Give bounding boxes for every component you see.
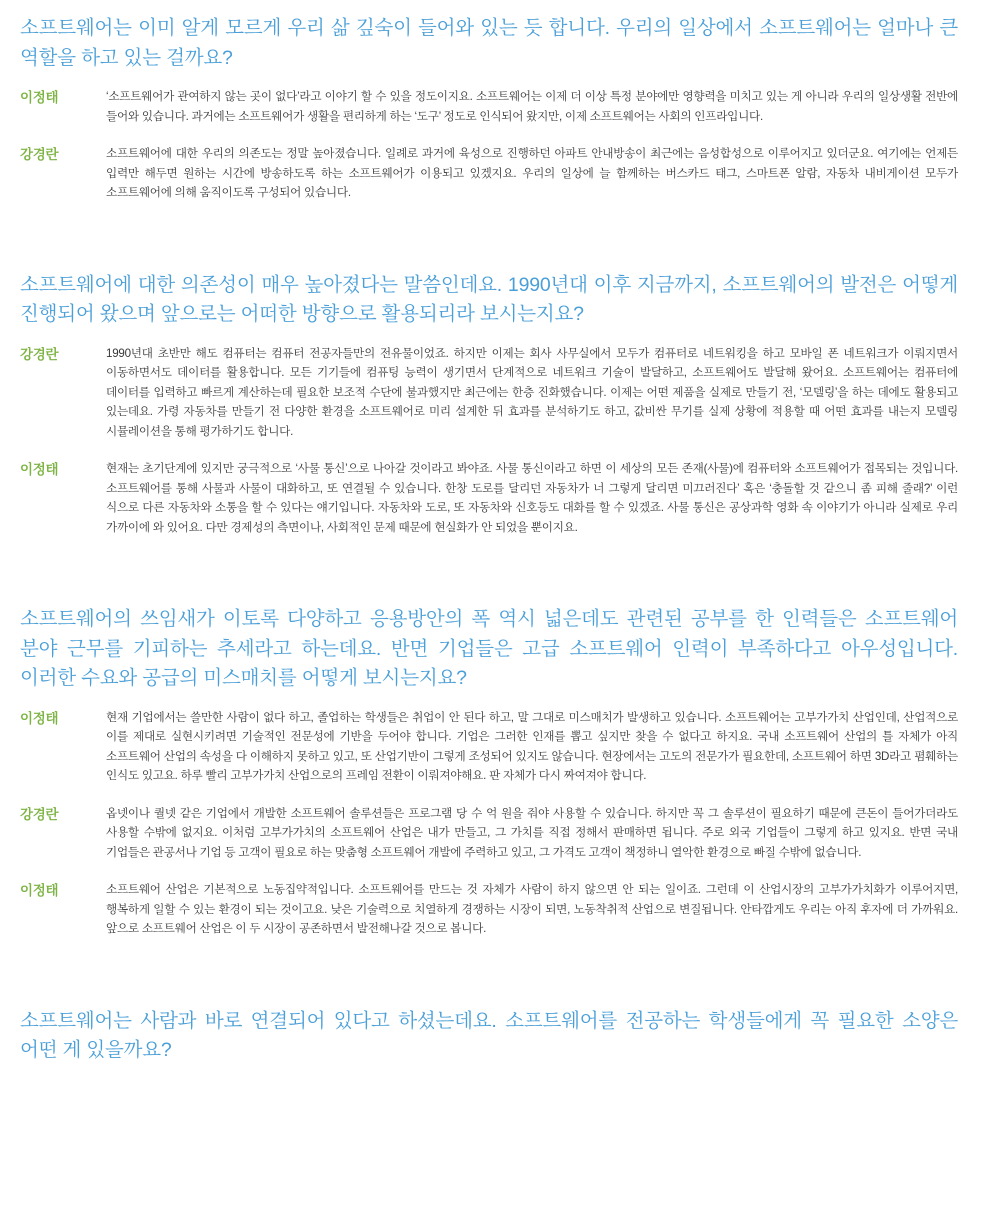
answer-row xyxy=(18,459,964,537)
answer-row xyxy=(18,708,964,786)
answer-text: 옵넷이나 퀄넷 같은 기업에서 개발한 소프트웨어 솔루션들은 프로그램 당 수 억 원을 줘야 사용할 수 있습니다. 하지만 꼭 그 솔루션이 필요하기 때문에 큰돈이 들어가더라도 사용할 수밖에 없지요. 이처럼 고부가가치의 소프트웨어 산업은 내가 만들고, 그 가치를 직접 정해서 판매하면 됩니다. 주로 외국 기업들이 그렇게 하고 있지요. 반면 국내 기업들은 관공서나 기업 등 고객이 필요로 하는 맞춤형 소프트웨어 개발에 주력하고 있고, 그 가격도 고객이 책정하니 열악한 환경으로 빠질 수밖에 없습니다. xyxy=(106,806,958,859)
section-question: 소프트웨어에 대한 의존성이 매우 높아졌다는 말씀인데요. 1990년대 이후 지금까지, 소프트웨어의 발전은 어떻게 진행되어 왔으며 앞으로는 어떠한 방향으로 활용되리라 보시는지요? xyxy=(20,273,958,326)
section-question: 소프트웨어의 쓰임새가 이토록 다양하고 응용방안의 폭 역시 넓은데도 관련된 공부를 한 인력들은 소프트웨어 분야 근무를 기피하는 추세라고 하는데요. 반면 기업들은 고급 소프트웨어 인력이 부족하다고 아우성입니다. 이러한 수요와 공급의 미스매치를 어떻게 보시는지요? xyxy=(20,608,958,690)
speaker-name: 이정태 xyxy=(20,710,59,726)
answer-text: 소프트웨어 산업은 기본적으로 노동집약적입니다. 소프트웨어를 만드는 것 자체가 사람이 하지 않으면 안 되는 일이죠. 그런데 이 산업시장의 고부가가치화가 이루어지면, 행복하게 일할 수 있는 환경이 되는 것이고요. 낮은 기술력으로 치열하게 경쟁하는 시장이 되면, 노동착취적 산업으로 변질됩니다. 안타깝게도 우리는 아직 후자에 더 가까워요. 앞으로 소프트웨어 산업은 이 두 시장이 공존하면서 발전해나갈 것으로 봅니다. xyxy=(106,883,958,936)
section-divider xyxy=(18,555,964,575)
answer-row xyxy=(18,344,964,441)
section-divider xyxy=(18,221,964,241)
speaker-name: 강경란 xyxy=(20,806,59,822)
answer-text: 현재 기업에서는 쓸만한 사람이 없다 하고, 졸업하는 학생들은 취업이 안 된다 하고, 말 그대로 미스매치가 발생하고 있습니다. 소프트웨어는 고부가가치 산업인데, 산업적으로 이를 제대로 실현시키려면 기술적인 전문성에 기반을 두어야 합니다. 기업은 그러한 인재를 뽑고 싶지만 찾을 수 없다고 하지요. 국내 소프트웨어 산업의 틀 자체가 아직 소프트웨어 산업의 속성을 다 이해하지 못하고 있고, 또 산업기반이 그렇게 조성되어 있지도 않습니다. 현장에서는 고도의 전문가가 필요한데, 소프트웨어 하면 3D라고 폄훼하는 인식도 있고요. 하루 빨리 고부가가치 산업으로의 프레임 전환이 이뤄져야해요. 판 자체가 다시 짜여져야 합니다. xyxy=(106,710,958,783)
section-question: 소프트웨어는 사람과 바로 연결되어 있다고 하셨는데요. 소프트웨어를 전공하는 학생들에게 꼭 필요한 소양은 어떤 게 있을까요? xyxy=(20,1009,958,1062)
qa-section xyxy=(18,271,964,537)
answer-row xyxy=(18,144,964,202)
answer-text: 소프트웨어에 대한 우리의 의존도는 정말 높아졌습니다. 일례로 과거에 육성으로 진행하던 아파트 안내방송이 최근에는 음성합성으로 이루어지고 있더군요. 여기에는 언제든 입력만 해두면 원하는 시간에 방송하도록 하는 소프트웨어가 이용되고 있겠지요. 우리의 일상에 늘 함께하는 버스카드 태그, 스마트폰 알람, 자동차 내비게이션 모두가 소프트웨어에 의해 움직이도록 구성되어 있습니다. xyxy=(106,147,958,200)
qa-section xyxy=(18,1007,964,1066)
answer-text: 1990년대 초반만 해도 컴퓨터는 컴퓨터 전공자들만의 전유물이었죠. 하지만 이제는 회사 사무실에서 모두가 컴퓨터로 네트워킹을 하고 모바일 폰 네트워크가 이뤄지면서 이동하면서도 데이터를 활용합니다. 모든 기기들에 컴퓨팅 능력이 생기면서 단계적으로 네트워크 기술이 발달하고, 소프트웨어도 발달해 왔어요. 소프트웨어는 컴퓨터에 데이터를 입력하고 빠르게 계산하는데 필요한 보조적 수단에 불과했지만 최근에는 한층 진화했습니다. 이제는 어떤 제품을 실제로 만들기 전, ‘모델링’을 하는 데에도 활용되고 있는데요. 가령 자동차를 만들기 전 다양한 환경을 소프트웨어로 미리 설계한 뒤 효과를 분석하기도 하고, 값비싼 무기를 실제 상황에 적용할 때 어떤 효과를 내는지 모델링 시뮬레이션을 통해 평가하기도 합니다. xyxy=(106,346,958,438)
speaker-name: 이정태 xyxy=(20,462,59,478)
section-question: 소프트웨어는 이미 알게 모르게 우리 삶 깊숙이 들어와 있는 듯 합니다. 우리의 일상에서 소프트웨어는 얼마나 큰 역할을 하고 있는 걸까요? xyxy=(20,17,958,69)
answer-row xyxy=(18,880,964,938)
qa-section xyxy=(18,14,964,203)
section-divider xyxy=(18,957,964,977)
qa-section xyxy=(18,605,964,939)
speaker-name: 강경란 xyxy=(20,346,59,362)
speaker-name: 이정태 xyxy=(20,90,59,106)
speaker-name: 이정태 xyxy=(20,883,59,899)
answer-text: 현재는 초기단계에 있지만 궁극적으로 ‘사물 통신’으로 나아갈 것이라고 봐야죠. 사물 통신이라고 하면 이 세상의 모든 존재(사물)에 컴퓨터와 소프트웨어가 접목되는 것입니다. 소프트웨어를 통해 사물과 사물이 대화하고, 또 연결될 수 있습니다. 한창 도로를 달리던 자동차가 너 그렇게 달리면 미끄러진다’ 혹은 ‘충돌할 것 같으니 좀 피해 줄래?’ 이런 식으로 다른 자동차와 소통을 할 수 있다는 얘기입니다. 자동차와 도로, 또 자동차와 신호등도 대화를 할 수 있겠죠. 사물 통신은 공상과학 영화 속 이야기가 아니라 실제로 우리 가까이에 와 있어요. 다만 경제성의 측면이나, 사회적인 문제 때문에 현실화가 안 되었을 뿐이지요. xyxy=(106,462,958,534)
answer-row xyxy=(18,804,964,862)
answer-row xyxy=(18,87,964,126)
answer-text: ‘소프트웨어가 관여하지 않는 곳이 없다’라고 이야기 할 수 있을 정도이지요. 소프트웨어는 이제 더 이상 특정 분야에만 영향력을 미치고 있는 게 아니라 우리의 일상생활 전반에 들어와 있습니다. 과거에는 소프트웨어가 생활을 편리하게 하는 ‘도구’ 정도로 인식되어 왔지만, 이제 소프트웨어는 사회의 인프라입니다. xyxy=(106,90,958,123)
speaker-name: 강경란 xyxy=(20,147,59,163)
